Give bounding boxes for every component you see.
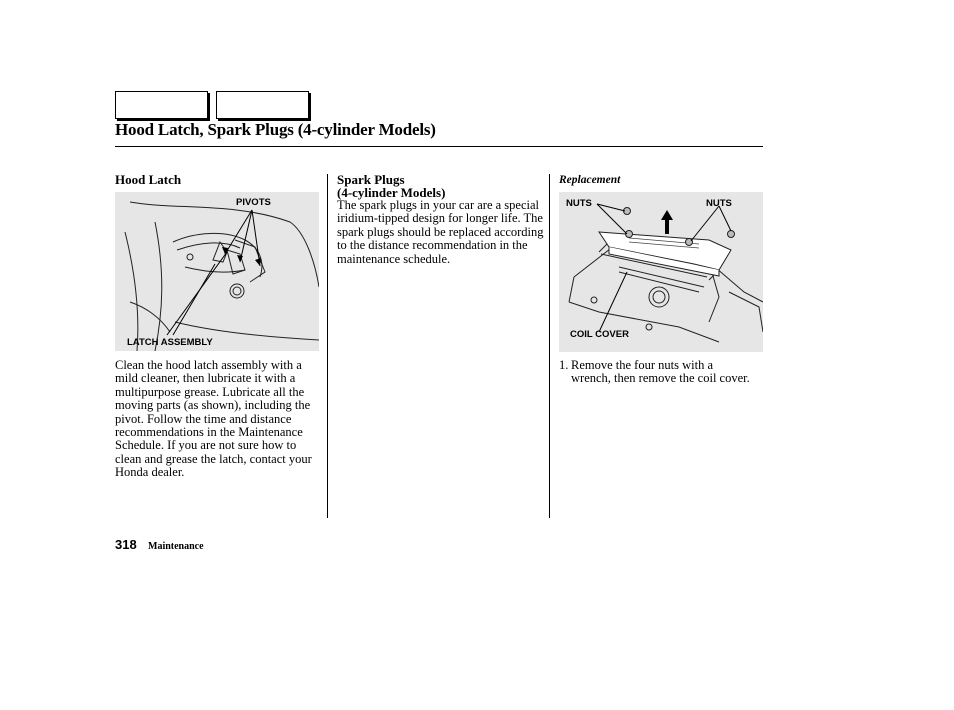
column-divider-2 — [549, 174, 550, 518]
spark-plugs-heading-line2: (4-cylinder Models) — [337, 185, 446, 200]
column-divider-1 — [327, 174, 328, 518]
nuts-right-label: NUTS — [706, 198, 732, 209]
replacement-heading: Replacement — [559, 174, 621, 186]
coil-cover-figure — [559, 192, 763, 352]
nav-tab-right[interactable] — [216, 91, 309, 119]
replacement-step-1 — [559, 359, 754, 404]
section-name: Maintenance — [148, 541, 204, 552]
title-divider — [115, 146, 763, 147]
coil-cover-illustration — [559, 192, 763, 352]
hood-latch-body: Clean the hood latch assembly with a mild cleaner, then lubricate it with a multipurpose grease. Lubricate all the moving parts (as shown), including the pivot. Follow the time and distance recommendations in the Maintenance Schedule. If you are not sure how to clean and grease the latch, contact your Honda dealer. — [115, 358, 312, 480]
lift-arrow-icon — [661, 210, 673, 234]
coil-cover-label: COIL COVER — [570, 329, 629, 340]
spark-plugs-heading — [337, 173, 445, 199]
pivots-label: PIVOTS — [236, 197, 271, 208]
nav-tab-left[interactable] — [115, 91, 208, 119]
spark-plugs-heading-line1: Spark Plugs — [337, 172, 405, 187]
hood-latch-illustration — [115, 192, 319, 351]
step-number: 1. — [559, 358, 569, 372]
page-number: 318 — [115, 537, 137, 552]
hood-latch-figure — [115, 192, 319, 351]
step-text: Remove the four nuts with a wrench, then remove the coil cover. — [571, 358, 750, 386]
hood-latch-heading: Hood Latch — [115, 172, 182, 187]
nuts-left-label: NUTS — [566, 198, 592, 209]
latch-assembly-label: LATCH ASSEMBLY — [127, 337, 213, 348]
spark-plugs-body: The spark plugs in your car are a special iridium-tipped design for longer life. The spark plugs should be replaced according to the distance recommendation in the maintenance schedule. — [337, 198, 544, 266]
page-title: Hood Latch, Spark Plugs (4-cylinder Models) — [115, 120, 436, 139]
